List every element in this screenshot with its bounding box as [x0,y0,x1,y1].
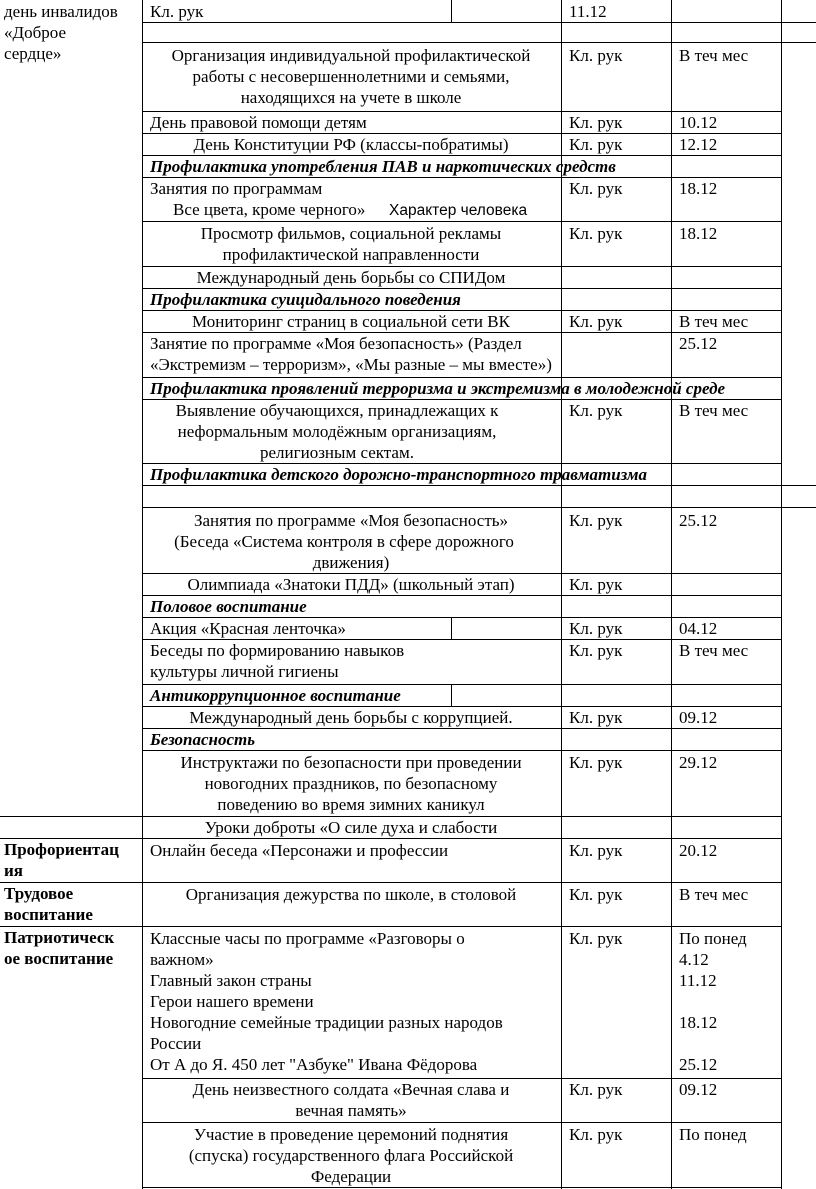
cell-event-line: Выявление обучающихся, принадлежащих к [175,401,499,420]
cell-event-line: вечная память» [295,1101,407,1120]
cell-event-line: Главный закон страны [150,971,312,990]
cell-event-line: поведению во время зимних каникул [217,795,485,814]
cell-event-line: От А до Я. 450 лет "Азбуке" Ивана Фёдорова [150,1055,478,1074]
section-label-prof-1: Профориентац [4,840,119,859]
cell-resp: Кл. рук [569,929,623,948]
section-label-labor-1: Трудовое [4,884,74,903]
cell-date: По понед [679,1125,747,1144]
cell-event-line: (Беседа «Система контроля в сфере дорожного [174,532,514,551]
cell-resp: Кл. рук [569,179,623,198]
cell-resp: Кл. рук [569,312,623,331]
cell-event-line: Занятия по программам [150,179,323,198]
cell-resp: Кл. рук [569,708,623,727]
cell-event-line: культуры личной гигиены [150,662,339,681]
section-label-invalids-3: сердце» [4,44,62,63]
cell-event: Онлайн беседа «Персонажи и профессии [150,841,449,860]
cell-event-line: неформальным молодёжным организациям, [177,422,497,441]
cell-date: В теч мес [679,401,749,420]
cell-event-line: Занятия по программе «Моя безопасность» [193,511,509,530]
cell-event-line: Организация индивидуальной профилактической [171,46,531,65]
cell-event: Международный день борьбы с коррупцией. [189,708,513,727]
cell-resp: Кл. рук [569,224,623,243]
subsection-heading: Антикоррупционное воспитание [150,686,401,705]
cell-date: В теч мес [679,641,749,660]
cell-event-line: День неизвестного солдата «Вечная слава и [192,1080,510,1099]
cell-event: Акция «Красная ленточка» [150,619,346,638]
cell-resp: Кл. рук [569,641,623,660]
section-label-invalids-2: «Доброе [4,23,66,42]
cell-event-line: Новогодние семейные традиции разных народов [150,1013,503,1032]
cell-resp: Кл. рук [569,46,623,65]
cell-resp: Кл. рук [569,401,623,420]
cell-date: 18.12 [679,224,718,243]
cell-date: В теч мес [679,46,749,65]
section-label-prof-2: ия [4,861,23,880]
cell-event-line: «Экстремизм – терроризм», «Мы разные – мы вместе») [150,355,552,374]
cell-event-line: религиозным сектам. [260,443,414,462]
cell-event-line: Беседы по формированию навыков [150,641,405,660]
cell-date: 29.12 [679,753,718,772]
cell-event-line: Характер человека [389,202,528,219]
cell-resp: Кл. рук [569,619,623,638]
cell-event-line: работы с несовершеннолетними и семьями, [192,67,510,86]
cell-event: Международный день борьбы со СПИДом [196,268,506,287]
cell-event: Олимпиада «Знатоки ПДД» (школьный этап) [187,575,515,594]
cell-event-line: движения) [312,553,390,572]
cell-date: 25.12 [679,334,718,353]
cell-event: Организация дежурства по школе, в столовой [185,885,517,904]
cell-event-line: Инструктажи по безопасности при проведении [180,753,522,772]
cell-date: 12.12 [679,135,718,154]
cell-date: 20.12 [679,841,718,860]
cell-date: По понед [679,929,747,948]
cell-event-line: России [150,1034,202,1053]
cell-event-line: важном» [150,950,214,969]
subsection-heading: Безопасность [150,730,256,749]
cell-resp: Кл. рук [569,575,623,594]
cell-event-line: профилактической направленности [222,245,480,264]
cell-resp: Кл. рук [569,135,623,154]
subsection-heading: Профилактика суицидального поведения [150,290,461,309]
cell-event-line: Все цвета, кроме черного» [173,200,366,219]
cell-event-line: Классные часы по программе «Разговоры о [150,929,465,948]
cell-resp: Кл. рук [569,753,623,772]
cell-event: День правовой помощи детям [150,113,367,132]
cell-event-line: (спуска) государственного флага Российской [188,1146,514,1165]
cell-event-line: Федерации [310,1167,392,1186]
cell-resp: Кл. рук [150,2,204,21]
cell-date: 18.12 [679,1013,718,1032]
cell-event-line: новогодних праздников, по безопасному [204,774,498,793]
cell-event-line: Герои нашего времени [150,992,314,1011]
cell-date: 09.12 [679,1080,718,1099]
cell-date: 10.12 [679,113,718,132]
subsection-heading: Профилактика употребления ПАВ и наркотических средств [150,157,616,176]
cell-resp: Кл. рук [569,113,623,132]
cell-resp: Кл. рук [569,841,623,860]
cell-date: 4.12 [679,950,709,969]
cell-event: День Конституции РФ (классы-побратимы) [193,135,509,154]
subsection-heading: Профилактика детского дорожно-транспортного травматизма [150,465,648,484]
section-label-invalids-1: день инвалидов [4,2,118,21]
cell-date: 09.12 [679,708,718,727]
section-label-labor-2: воспитание [4,905,93,924]
cell-date: 11.12 [569,2,607,21]
cell-date: 18.12 [679,179,718,198]
subsection-heading: Половое воспитание [150,597,307,616]
section-label-patriot-1: Патриотическ [4,928,115,947]
cell-event: Уроки доброты «О силе духа и слабости [204,818,498,837]
cell-event-line: Участие в проведение церемоний поднятия [193,1125,509,1144]
cell-date: 25.12 [679,1055,718,1074]
cell-date: 11.12 [679,971,717,990]
cell-event-line: находящихся на учете в школе [240,88,462,107]
cell-resp: Кл. рук [569,511,623,530]
subsection-heading: Профилактика проявлений терроризма и экстремизма в молодежной среде [150,379,726,398]
cell-date: В теч мес [679,885,749,904]
cell-resp: Кл. рук [569,885,623,904]
cell-event: Мониторинг страниц в социальной сети ВК [192,312,510,331]
cell-date: В теч мес [679,312,749,331]
cell-event-line: Занятие по программе «Моя безопасность» (Раздел [150,334,522,353]
section-label-patriot-2: ое воспитание [4,949,114,968]
cell-resp: Кл. рук [569,1125,623,1144]
cell-date: 25.12 [679,511,718,530]
cell-date: 04.12 [679,619,718,638]
cell-event-line: Просмотр фильмов, социальной рекламы [200,224,502,243]
cell-resp: Кл. рук [569,1080,623,1099]
